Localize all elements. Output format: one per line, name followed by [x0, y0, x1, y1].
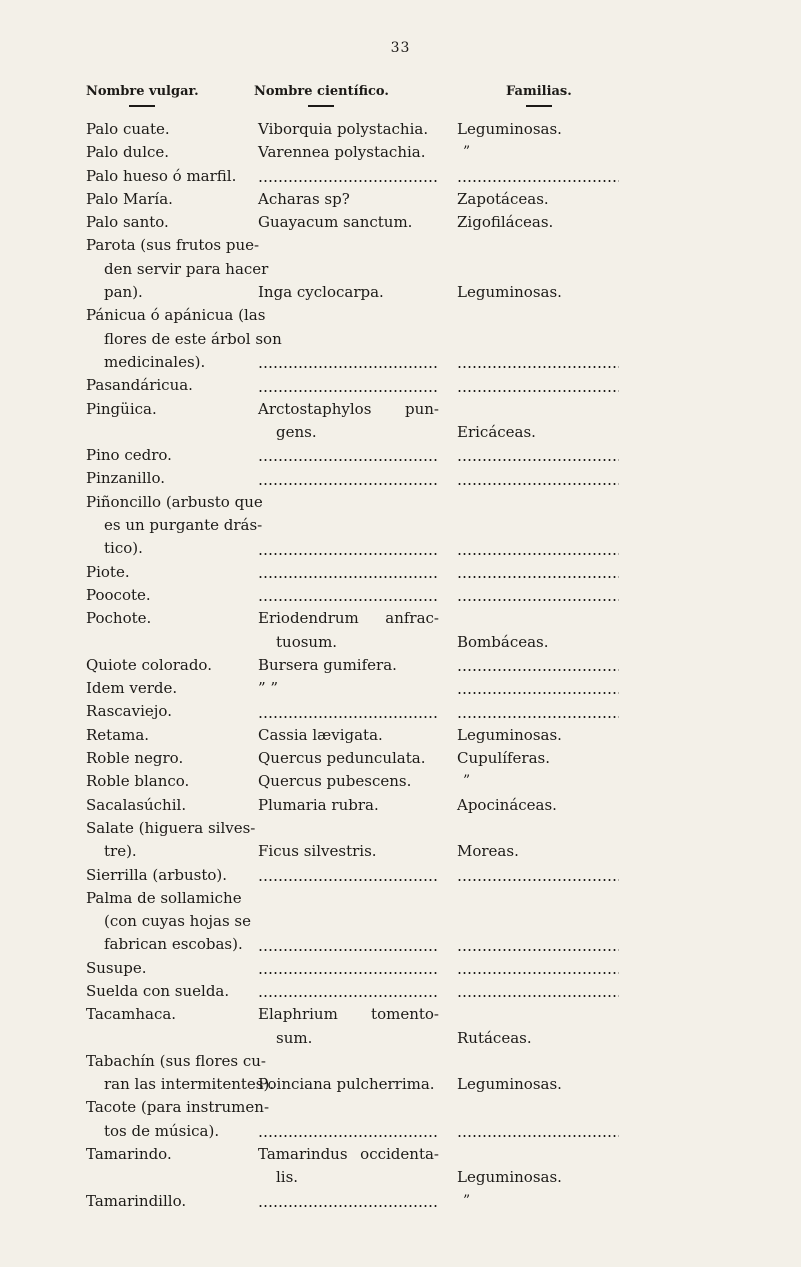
vulgar-name-line: Piñoncillo (arbusto que [86, 492, 263, 511]
table-row [86, 491, 706, 561]
dot-leader [457, 374, 627, 397]
vulgar-name-line: Pingüica. [86, 399, 157, 418]
table-row [86, 747, 706, 770]
vulgar-name-cell [86, 980, 258, 1003]
vulgar-name-cell [86, 677, 258, 700]
vulgar-name-cell [86, 1050, 275, 1097]
vulgar-name-line: Roble negro. [86, 749, 184, 768]
table-row [86, 980, 706, 1003]
scientific-name-cell [258, 1050, 457, 1097]
dot-leader [457, 1120, 627, 1143]
table-row [86, 234, 706, 304]
scientific-name-line: Viborquia polystachia. [258, 120, 429, 138]
vulgar-name-line: Palo María. [86, 189, 173, 208]
dot-leader [258, 700, 439, 723]
family-cell [457, 1143, 627, 1190]
vulgar-name-cell [86, 1190, 258, 1213]
scientific-name-line: Acharas sp? [258, 189, 350, 208]
family-name: Leguminosas. [457, 725, 562, 744]
table-row [86, 957, 706, 980]
family-cell [457, 467, 627, 490]
vulgar-name-cell [86, 304, 282, 374]
scientific-name-line: Poinciana pulcherrima. [258, 1075, 435, 1094]
plant-table [86, 118, 706, 1213]
dot-leader [457, 444, 627, 467]
dot-leader [258, 1120, 439, 1143]
vulgar-name-cell [86, 467, 258, 490]
table-row [86, 374, 706, 397]
table-row [86, 118, 706, 141]
table-header [86, 84, 706, 114]
scientific-name-cell [258, 491, 457, 561]
scientific-name-cell [258, 584, 457, 607]
family-cell [457, 444, 627, 467]
vulgar-name-line: pan). [104, 283, 143, 302]
family-name: Apocináceas. [457, 795, 557, 814]
family-cell [457, 794, 627, 817]
vulgar-name-line: Pánicua ó apánicua (las [86, 306, 266, 325]
family-cell [457, 864, 627, 887]
scientific-name-cell [258, 724, 457, 747]
vulgar-name-cell [86, 141, 258, 164]
dot-leader [258, 374, 439, 397]
vulgar-name-line: Palo hueso ó marfil. [86, 166, 237, 185]
table-row [86, 561, 706, 584]
header-rule [308, 105, 334, 107]
scientific-name-cell [258, 817, 457, 864]
scientific-name-line: Plumaria rubra. [258, 795, 379, 814]
family-name: ” [463, 773, 471, 790]
scientific-name-line: Varennea polystachia. [258, 143, 426, 162]
scientific-name-cell [258, 794, 457, 817]
family-name: Rutáceas. [457, 1028, 532, 1047]
dot-leader [258, 933, 439, 956]
vulgar-name-cell [86, 724, 258, 747]
scientific-name-cell [258, 887, 457, 957]
family-cell [457, 211, 627, 234]
scientific-name-cell [258, 398, 457, 445]
family-cell [457, 188, 627, 211]
scientific-name-line: tuosum. [276, 632, 338, 651]
scientific-name-cell [258, 374, 457, 397]
vulgar-name-line: Tacote (para instrumen- [86, 1098, 270, 1117]
vulgar-name-cell [86, 887, 258, 957]
vulgar-name-line: Tabachín (sus flores cu- [86, 1051, 266, 1070]
table-row [86, 467, 706, 490]
family-cell [457, 165, 627, 188]
dot-leader [258, 165, 439, 188]
dot-leader [457, 584, 627, 607]
scientific-name-cell [258, 1190, 457, 1213]
vulgar-name-cell [86, 398, 258, 445]
scientific-name-line: Elaphrium tomento- [258, 1005, 439, 1024]
vulgar-name-line: Tacamhaca. [86, 1005, 177, 1024]
family-cell [457, 747, 627, 770]
family-name: Ericáceas. [457, 422, 536, 441]
family-name: Bombáceas. [457, 632, 549, 651]
vulgar-name-line: Sierrilla (arbusto). [86, 865, 227, 884]
vulgar-name-cell [86, 561, 258, 584]
dot-leader [457, 933, 627, 956]
dot-leader [457, 467, 627, 490]
scientific-name-line: lis. [276, 1168, 299, 1187]
family-cell [457, 677, 627, 700]
table-row [86, 677, 706, 700]
scientific-name-line: sum. [276, 1028, 313, 1047]
vulgar-name-cell [86, 770, 258, 793]
vulgar-name-line: Pasandáricua. [86, 376, 193, 395]
vulgar-name-line: tico). [104, 539, 143, 558]
scientific-name-line: Quercus pedunculata. [258, 749, 426, 768]
scientific-name-cell [258, 211, 457, 234]
dot-leader [457, 957, 627, 980]
table-row [86, 1096, 706, 1143]
vulgar-name-line: Palo cuate. [86, 120, 170, 138]
scientific-name-cell [258, 1096, 457, 1143]
family-name: ” [463, 144, 471, 161]
family-name: Zapotáceas. [457, 189, 549, 208]
dot-leader [457, 700, 627, 723]
scientific-name-line: Arctostaphylos pun- [258, 399, 439, 418]
family-name: ” [463, 1192, 471, 1209]
vulgar-name-line: ran las intermitentes). [104, 1075, 275, 1094]
scientific-name-line: ” ” [258, 679, 279, 698]
vulgar-name-line: (con cuyas hojas se [104, 912, 251, 931]
column-header-vulgar-label: Nombre vulgar. [86, 84, 199, 99]
vulgar-name-line: Retama. [86, 725, 150, 744]
scientific-name-cell [258, 957, 457, 980]
table-row [86, 444, 706, 467]
dot-leader [258, 444, 439, 467]
vulgar-name-line: Pinzanillo. [86, 469, 165, 488]
dot-leader [258, 537, 439, 560]
family-cell [457, 1190, 627, 1213]
table-row [86, 700, 706, 723]
family-cell [457, 770, 627, 793]
vulgar-name-line: fabrican escobas). [104, 935, 243, 954]
vulgar-name-line: Idem verde. [86, 679, 178, 698]
dot-leader [457, 351, 627, 374]
family-cell [457, 817, 627, 864]
column-header-scientific-label: Nombre científico. [254, 84, 389, 99]
family-cell [457, 1096, 627, 1143]
table-row [86, 607, 706, 654]
vulgar-name-cell [86, 957, 258, 980]
vulgar-name-cell [86, 374, 258, 397]
scientific-name-line: gens. [276, 422, 317, 441]
family-cell [457, 980, 627, 1003]
table-row [86, 864, 706, 887]
family-cell [457, 491, 627, 561]
family-cell [457, 724, 627, 747]
family-cell [457, 700, 627, 723]
dot-leader [258, 980, 439, 1003]
dot-leader [258, 1190, 439, 1213]
vulgar-name-cell [86, 211, 258, 234]
scientific-name-cell [258, 747, 457, 770]
family-name: Leguminosas. [457, 1168, 562, 1187]
dot-leader [457, 654, 627, 677]
vulgar-name-line: medicinales). [104, 352, 206, 371]
vulgar-name-line: Tamarindo. [86, 1145, 172, 1164]
table-row [86, 1050, 706, 1097]
scientific-name-cell [258, 467, 457, 490]
scientific-name-cell [258, 1003, 457, 1050]
scientific-name-cell [258, 770, 457, 793]
family-cell [457, 887, 627, 957]
vulgar-name-cell [86, 654, 258, 677]
family-cell [457, 607, 627, 654]
vulgar-name-line: Piote. [86, 562, 130, 581]
scientific-name-cell [258, 561, 457, 584]
dot-leader [258, 351, 439, 374]
scientific-name-cell [258, 118, 457, 141]
table-row [86, 724, 706, 747]
vulgar-name-cell [86, 444, 258, 467]
family-cell [457, 374, 627, 397]
scientific-name-cell [258, 980, 457, 1003]
table-row [86, 1003, 706, 1050]
family-name: Leguminosas. [457, 283, 562, 302]
dot-leader [457, 677, 627, 700]
table-row [86, 165, 706, 188]
dot-leader [258, 561, 439, 584]
vulgar-name-cell [86, 1096, 270, 1143]
dot-leader [258, 584, 439, 607]
family-name: Leguminosas. [457, 1075, 562, 1094]
vulgar-name-line: Sacalasúchil. [86, 795, 187, 814]
scientific-name-line: Ficus silvestris. [258, 842, 377, 861]
dot-leader [258, 467, 439, 490]
family-cell [457, 118, 627, 141]
vulgar-name-line: Pochote. [86, 609, 152, 628]
scientific-name-cell [258, 654, 457, 677]
vulgar-name-line: Tamarindillo. [86, 1191, 187, 1210]
table-row [86, 1190, 706, 1213]
vulgar-name-line: Salate (higuera silves- [86, 818, 256, 837]
vulgar-name-cell [86, 700, 258, 723]
vulgar-name-line: Quiote colorado. [86, 655, 212, 674]
vulgar-name-cell [86, 234, 269, 304]
vulgar-name-line: Rascaviejo. [86, 702, 172, 721]
table-row [86, 141, 706, 164]
scientific-name-line: Quercus pubescens. [258, 772, 412, 791]
scientific-name-line: Tamarindus occidenta- [258, 1145, 439, 1164]
vulgar-name-line: Pino cedro. [86, 446, 172, 465]
family-name: Leguminosas. [457, 120, 562, 138]
scientific-name-line: Guayacum sanctum. [258, 213, 413, 232]
family-cell [457, 398, 627, 445]
scientific-name-cell [258, 304, 457, 374]
family-cell [457, 234, 627, 304]
dot-leader [457, 537, 627, 560]
vulgar-name-cell [86, 118, 258, 141]
table-row [86, 304, 706, 374]
vulgar-name-cell [86, 188, 258, 211]
scientific-name-cell [258, 188, 457, 211]
vulgar-name-line: es un purgante drás- [104, 516, 263, 535]
vulgar-name-line: tre). [104, 842, 137, 861]
header-rule [526, 105, 552, 107]
vulgar-name-line: Susupe. [86, 958, 147, 977]
scientific-name-cell [258, 607, 457, 654]
table-row [86, 398, 706, 445]
family-cell [457, 1003, 627, 1050]
family-name: Cupulíferas. [457, 749, 551, 768]
dot-leader [258, 864, 439, 887]
family-cell [457, 141, 627, 164]
table-row [86, 654, 706, 677]
scientific-name-cell [258, 700, 457, 723]
vulgar-name-cell [86, 817, 258, 864]
dot-leader [457, 165, 627, 188]
family-cell [457, 654, 627, 677]
column-header-family-label: Familias. [506, 84, 572, 99]
scientific-name-line: Cassia lævigata. [258, 725, 383, 744]
page-number: 33 [390, 40, 411, 56]
vulgar-name-line: den servir para hacer [104, 259, 269, 278]
table-row [86, 770, 706, 793]
scientific-name-cell [258, 677, 457, 700]
dot-leader [457, 864, 627, 887]
vulgar-name-line: tos de música). [104, 1121, 220, 1140]
vulgar-name-line: Parota (sus frutos pue- [86, 236, 260, 255]
vulgar-name-cell [86, 794, 258, 817]
vulgar-name-cell [86, 607, 258, 654]
dot-leader [457, 980, 627, 1003]
column-header-scientific [254, 84, 389, 107]
family-cell [457, 561, 627, 584]
vulgar-name-line: Roble blanco. [86, 772, 190, 791]
table-row [86, 887, 706, 957]
family-cell [457, 304, 627, 374]
table-row [86, 1143, 706, 1190]
table-row [86, 794, 706, 817]
dot-leader [258, 957, 439, 980]
column-header-family [506, 84, 572, 107]
scientific-name-line: Inga cyclocarpa. [258, 283, 384, 302]
vulgar-name-line: Palma de sollamiche [86, 888, 242, 907]
family-cell [457, 584, 627, 607]
scientific-name-cell [258, 165, 457, 188]
dot-leader [457, 561, 627, 584]
vulgar-name-cell [86, 747, 258, 770]
family-name: Moreas. [457, 842, 519, 861]
table-row [86, 584, 706, 607]
table-row [86, 817, 706, 864]
vulgar-name-cell [86, 1143, 258, 1190]
scientific-name-cell [258, 1143, 457, 1190]
vulgar-name-line: Poocote. [86, 585, 151, 604]
vulgar-name-line: Palo dulce. [86, 143, 170, 162]
vulgar-name-cell [86, 584, 258, 607]
family-name: Zigofiláceas. [457, 213, 554, 232]
scientific-name-cell [258, 864, 457, 887]
scientific-name-line: Eriodendrum anfrac- [258, 609, 439, 628]
family-cell [457, 957, 627, 980]
scientific-name-line: Bursera gumifera. [258, 655, 397, 674]
table-row [86, 211, 706, 234]
vulgar-name-line: Palo santo. [86, 213, 169, 232]
column-header-vulgar [86, 84, 199, 107]
vulgar-name-cell [86, 165, 258, 188]
scientific-name-cell [258, 141, 457, 164]
vulgar-name-line: Suelda con suelda. [86, 981, 230, 1000]
family-cell [457, 1050, 627, 1097]
scientific-name-cell [258, 444, 457, 467]
header-rule [129, 105, 155, 107]
scientific-name-cell [258, 234, 457, 304]
vulgar-name-cell [86, 864, 258, 887]
vulgar-name-cell [86, 491, 263, 561]
vulgar-name-cell [86, 1003, 258, 1050]
vulgar-name-line: flores de este árbol son [104, 329, 282, 348]
table-row [86, 188, 706, 211]
